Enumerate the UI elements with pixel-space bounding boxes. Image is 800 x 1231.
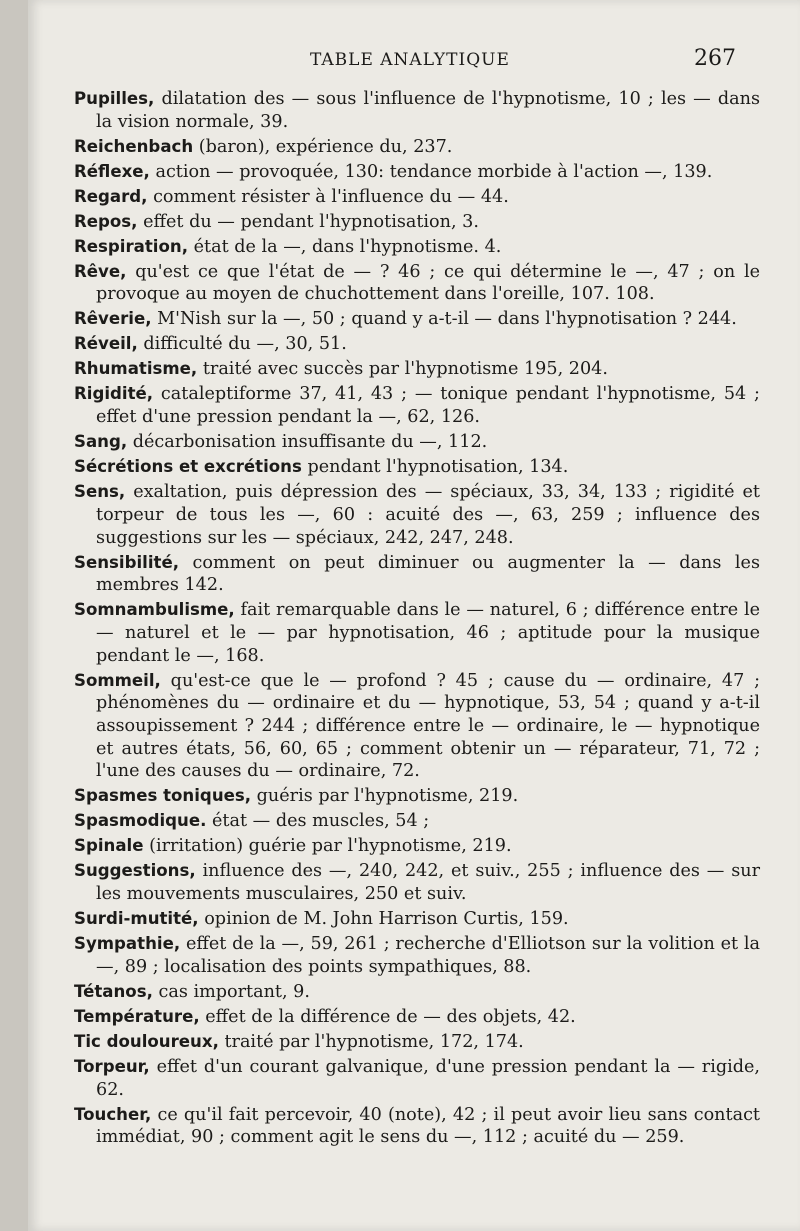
entry-term: Torpeur, [74,1056,150,1076]
index-entry [74,236,760,259]
entry-term: Rêve, [74,261,127,281]
book-page [28,0,800,1231]
entry-text: état de la —, dans l'hypnotisme. 4. [188,236,502,257]
entry-term: Réveil, [74,334,138,354]
entry-text: effet du — pendant l'hypnotisation, 3. [137,211,479,232]
entry-term: Reichenbach [74,136,194,156]
index-entry [74,1104,760,1149]
entry-term: Spasmodique. [74,811,207,831]
index-entry [74,552,760,597]
entry-term: Suggestions, [74,861,196,881]
entry-text: pendant l'hypnotisation, 134. [301,457,569,478]
index-entry [74,358,760,381]
entry-text: fait remarquable dans le — naturel, 6 ; différence entre le — naturel et le — par hypnotisation, 46 ; aptitude pour la musique pendant le —, 168. [96,600,760,666]
index-entry [74,161,760,184]
entry-text: M'Nish sur la —, 50 ; quand y a-t-il — dans l'hypnotisation ? 244. [151,309,737,330]
index-entry [74,186,760,209]
running-title: TABLE ANALYTIQUE [310,50,510,70]
index-entry [74,670,760,784]
entry-text: action — provoquée, 130: tendance morbide à l'action —, 139. [149,161,713,182]
entry-text: effet de la —, 59, 261 ; recherche d'Elliotson sur la volition et la —, 89 ; localisation des points sympathiques, 88. [96,934,760,977]
entry-term: Respiration, [74,236,188,256]
index-entry [74,136,760,159]
entry-text: influence des —, 240, 242, et suiv., 255 ; influence des — sur les mouvements musculaires, 250 et suiv. [96,861,760,905]
entry-term: Tétanos, [74,981,153,1001]
index-entry [74,933,760,978]
entry-text: décarbonisation insuffisante du —, 112. [127,432,488,453]
entry-term: Spasmes toniques, [74,786,252,806]
entry-term: Réflexe, [74,161,150,181]
entry-term: Repos, [74,211,138,231]
entry-term: Sensibilité, [74,552,180,572]
index-entry [74,88,760,133]
entry-term: Toucher, [74,1104,152,1124]
entry-text: état — des muscles, 54 ; [206,811,430,832]
entry-term: Somnambulisme, [74,600,235,620]
index-entry [74,599,760,667]
index-entry [74,810,760,833]
entry-text: qu'est ce que l'état de — ? 46 ; ce qui détermine le —, 47 ; on le provoque au moyen de chuchottement dans l'oreille, 107. 108. [96,261,760,305]
entry-term: Surdi-mutité, [74,909,199,929]
entry-text: cataleptiforme 37, 41, 43 ; — tonique pendant l'hypnotisme, 54 ; effet d'une pression pendant la —, 62, 126. [96,384,760,428]
entry-text: dilatation des — sous l'influence de l'hypnotisme, 10 ; les — dans la vision normale, 39. [96,89,760,132]
entry-term: Température, [74,1006,200,1026]
index-entry [74,481,760,549]
entry-term: Sécrétions et excrétions [74,457,302,477]
entry-text: (irritation) guérie par l'hypnotisme, 219. [143,836,512,857]
entry-text: ce qu'il fait percevoir, 40 (note), 42 ; il peut avoir lieu sans contact immédiat, 90 ; comment agit le sens du —, 112 ; acuité du — 259. [96,1104,760,1148]
index-entry [74,1031,760,1054]
entry-text: guéris par l'hypnotisme, 219. [251,786,519,807]
index-entry [74,785,760,808]
index-entry [74,211,760,234]
entry-term: Spinale [74,836,144,856]
index-entry [74,308,760,331]
entry-text: effet d'un courant galvanique, d'une pression pendant la — rigide, 62. [96,1056,760,1100]
entry-text: traité avec succès par l'hypnotisme 195, 204. [197,359,608,380]
index-entry [74,1006,760,1029]
index-entry [74,1056,760,1101]
entry-text: opinion de M. John Harrison Curtis, 159. [198,909,569,930]
entry-text: cas important, 9. [152,981,310,1002]
entry-text: traité par l'hypnotisme, 172, 174. [218,1031,524,1052]
index-entry [74,860,760,905]
entry-text: exaltation, puis dépression des — spéciaux, 33, 34, 133 ; rigidité et torpeur de tous les —, 60 : acuité des —, 63, 259 ; influence des suggestions sur les — spéciaux, 242, 247, 248. [96,482,760,548]
index-entry [74,835,760,858]
entry-term: Sang, [74,432,128,452]
entry-term: Regard, [74,186,148,206]
entry-text: qu'est-ce que le — profond ? 45 ; cause du — ordinaire, 47 ; phénomènes du — ordinaire et du — hypnotique, 53, 54 ; quand y a-t-il assoupissement ? 244 ; différence entre le — ordinaire, le — hypnotique et autres états, 56, 60, 65 ; comment obtenir un — réparateur, 71, 72 ; l'une des causes du — ordinaire, 72. [96,670,760,782]
index-entry [74,981,760,1004]
entry-text: comment résister à l'influence du — 44. [147,186,509,207]
entry-term: Rhumatisme, [74,359,198,379]
index-entry [74,333,760,356]
entry-term: Pupilles, [74,89,155,108]
entry-text: effet de la différence de — des objets, 42. [199,1006,576,1027]
index-entry [74,456,760,479]
entry-text: comment on peut diminuer ou augmenter la — dans les membres 142. [96,552,760,596]
entry-term: Rigidité, [74,384,154,404]
entry-term: Sens, [74,482,126,502]
entry-term: Tic douloureux, [74,1031,219,1051]
index-entry [74,431,760,454]
entry-text: (baron), expérience du, 237. [193,136,453,157]
entry-term: Sympathie, [74,934,181,954]
index-entries [74,88,760,1151]
index-entry [74,908,760,931]
index-entry [74,383,760,428]
page-number: 267 [694,46,736,71]
entry-text: difficulté du —, 30, 51. [137,334,347,355]
entry-term: Sommeil, [74,670,161,690]
entry-term: Rêverie, [74,309,152,329]
index-entry [74,261,760,306]
page-header [28,44,800,80]
